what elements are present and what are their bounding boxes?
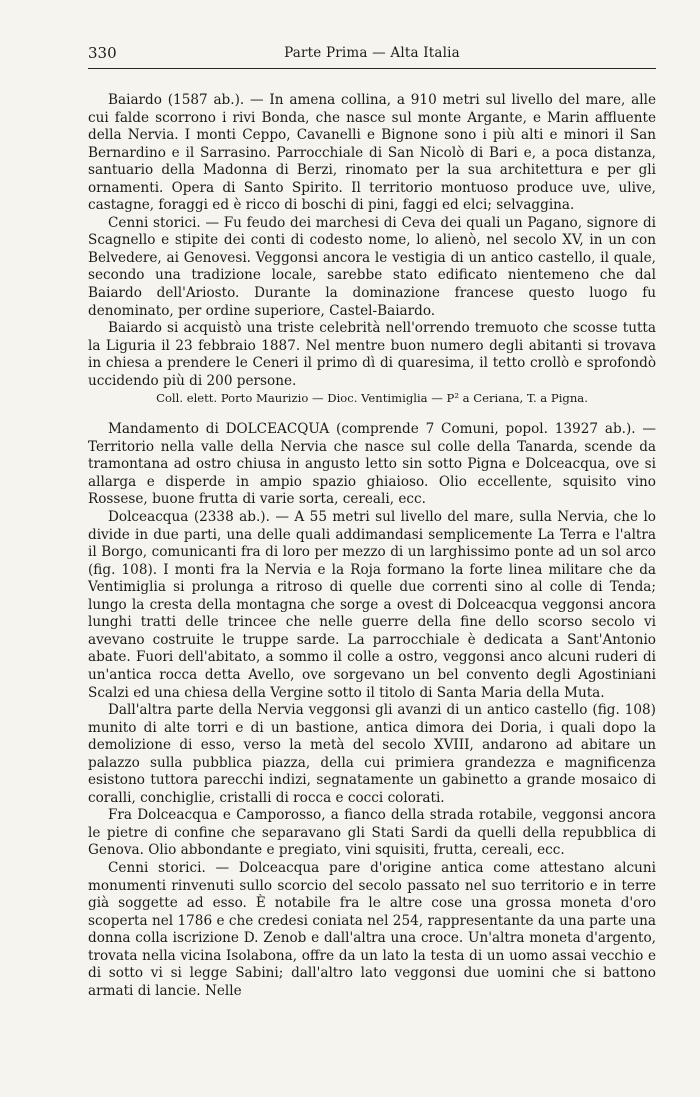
paragraph-dolceacqua-border: Fra Dolceacqua e Camporosso, a fianco della strada rotabile, veggonsi ancora le pietre di confine che separavano gli Stati Sardi da quelli della repubblica di Genova. Olio abbondante e pregiato, vini squisiti, frutta, cereali, ecc.: [88, 807, 656, 859]
paragraph-mandamento-dolceacqua: Mandamento di DOLCEACQUA (comprende 7 Comuni, popol. 13927 ab.). — Territorio nella valle della Nervia che nasce sul colle della Tanarda, scende da tramontana ad ostro chiusa in angusto letto sin sotto Pigna e Dolceacqua, ove si allarga e disperde in ampio spazio ghiaioso. Olio eccellente, squisito vino Rossese, buone frutta di varie sorta, cereali, ecc.: [88, 421, 656, 508]
paragraph-baiardo: Baiardo (1587 ab.). — In amena collina, a 910 metri sul livello del mare, alle cui falde scorrono i rivi Bonda, che nasce sul monte Argante, e Marin affluente della Nervia. I monti Ceppo, Cavanelli e Bignone sono i più alti e minori il San Bernardino e il Sarrasino. Parrocchiale di San Nicolò di Bari e, a poca distanza, santuario della Madonna di Berzi, rinomato per la sua architettura e per gli ornamenti. Opera di Santo Spirito. Il territorio montuoso produce uve, ulive, castagne, foraggi ed è ricco di boschi di pini, faggi ed elci; selvaggina.: [88, 92, 656, 214]
paragraph-baiardo-history: Cenni storici. — Fu feudo dei marchesi di Ceva dei quali un Pagano, signore di Scagnello e stipite dei conti di codesto nome, lo alienò, nel secolo XV, in un con Belvedere, ai Genovesi. Veggonsi ancora le vestigia di un antico castello, il quale, secondo una tradizione locale, sarebbe stato edificato nientemeno che dal Baiardo dell'Ariosto. Durante la dominazione francese questo luogo fu denominato, per ordine superiore, Castel-Baiardo.: [88, 214, 656, 319]
section-gap: [88, 407, 656, 421]
page-number: 330: [88, 44, 117, 62]
running-title: Parte Prima — Alta Italia: [284, 45, 460, 61]
paragraph-dolceacqua-castle: Dall'altra parte della Nervia veggonsi gli avanzi di un antico castello (fig. 108) munito di alte torri e di un bastione, antica dimora dei Doria, i quali dopo la demolizione di esso, verso la metà del secolo XVIII, andarono ad abitare un palazzo sulla pubblica piazza, della cui primiera grandezza e magnificenza esistono tuttora parecchi indizi, segnatamente un gabinetto a grande mosaico di coralli, conchiglie, cristalli di rocca e cocci colorati.: [88, 702, 656, 806]
paragraph-dolceacqua: Dolceacqua (2338 ab.). — A 55 metri sul livello del mare, sulla Nervia, che lo divide in due parti, una delle quali addimandasi semplicemente La Terra e l'altra il Borgo, comunicanti fra di loro per mezzo di un larghissimo ponte ad un sol arco (fig. 108). I monti fra la Nervia e la Roja formano la forte linea militare che da Ventimiglia si prolunga a ritroso di quelle due correnti sino al colle di Tenda; lungo la cresta della montagna che sorge a ovest di Dolceacqua veggonsi ancora lunghi tratti delle trincee che nelle guerre della fine dello scorso secolo vi avevano costruite le truppe sarde. La parrocchiale è dedicata a Sant'Antonio abate. Fuori dell'abitato, a sommo il colle a ostro, veggonsi anco alcuni ruderi di un'antica rocca detta Avello, ove sorgevano un bel convento degli Agostiniani Scalzi ed una chiesa della Vergine sotto il titolo di Santa Maria della Muta.: [88, 509, 656, 701]
paragraph-dolceacqua-history: Cenni storici. — Dolceacqua pare d'origine antica come attestano alcuni monumenti rinvenuti sullo scorcio del secolo passato nel suo territorio e in terre già soggette ad esso. È notabile fra le altre cose una grossa moneta d'oro scoperta nel 1786 e che credesi coniata nel 254, rappresentante da una parte una donna colla iscrizione D. Zenob e dall'altra una croce. Un'altra moneta d'argento, trovata nella vicina Isolabona, offre da un lato la testa di un uomo assai vecchio e di sotto vi si legge Sabini; dall'altro lato veggonsi due uomini che si battono armati di lancie. Nelle: [88, 859, 656, 999]
page-header: [88, 40, 656, 69]
paragraph-baiardo-earthquake: Baiardo si acquistò una triste celebrità nell'orrendo tremuoto che scosse tutta la Liguria il 23 febbraio 1887. Nel mentre buon numero degli abitanti si trovava in chiesa a prendere le Ceneri il primo dì di quaresima, il tetto crollò e sprofondò uccidendo più di 200 persone.: [88, 320, 656, 389]
electoral-note: Coll. elett. Porto Maurizio — Dioc. Ventimiglia — P² a Ceriana, T. a Pigna.: [156, 391, 588, 406]
page-body: [88, 92, 656, 1000]
